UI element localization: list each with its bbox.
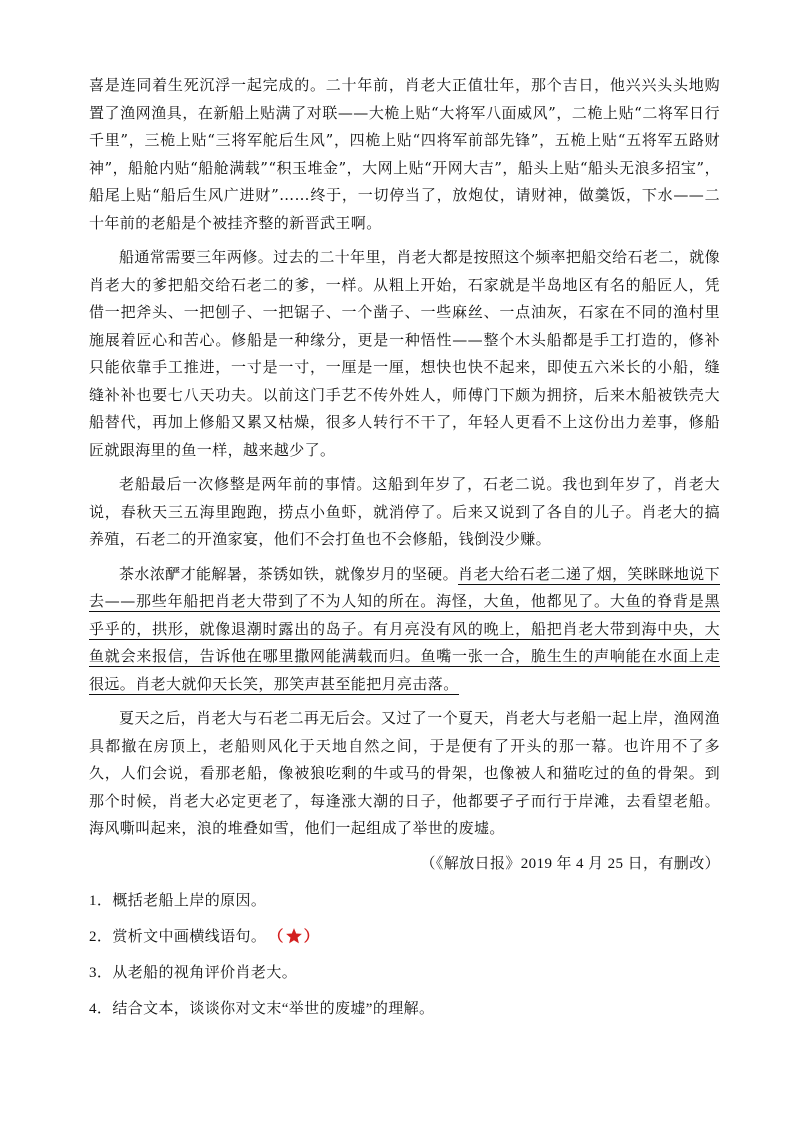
- question-text: 概括老船上岸的原因。: [112, 893, 267, 909]
- question-list: [89, 888, 720, 1020]
- article-paragraph-4: [89, 561, 720, 699]
- question-text: 从老船的视角评价肖老大。: [112, 965, 298, 981]
- question-number: 3．: [89, 965, 113, 981]
- question-number: 4．: [89, 1001, 113, 1017]
- document-page: [89, 72, 720, 1032]
- question-item: [89, 924, 720, 948]
- question-item: [89, 888, 720, 912]
- source-citation: （《解放日报》2019 年 4 月 25 日，有删改）: [420, 855, 720, 872]
- difficulty-marker: [268, 925, 319, 946]
- question-text: 赏析文中画横线语句。: [112, 929, 267, 945]
- paragraph-4-plain-text: 茶水浓酽才能解暑，茶锈如铁，就像岁月的坚硬。: [119, 564, 459, 583]
- question-number: 1．: [89, 893, 113, 909]
- star-icon: [285, 927, 303, 945]
- close-paren: ）: [303, 929, 320, 945]
- article-paragraph-2: 船通常需要三年两修。过去的二十年里，肖老大都是按照这个频率把船交给石老二，就像肖老大的爹把船交给石老二的爹，一样。从粗上开始，石家就是半岛地区有名的船匠人，凭借一把斧头、一把刨子、一把锯子、一个凿子、一些麻丝、一点油灰，石家在不同的渔村里施展着匠心和苦心。修船是一种缘分，更是一种悟性——整个木头船都是手工打造的，修补只能依靠手工推进，一寸是一寸，一厘是一厘，想快也快不起来，即使五六米长的小船，缝缝补补也要七八天功夫。以前这门手艺不传外姓人，师傅门下颇为拥挤，后来木船被铁壳大船替代，再加上修船又累又枯燥，很多人转行不干了，年轻人更看不上这份出力差事，修船匠就跟海里的鱼一样，越来越少了。: [89, 248, 720, 459]
- question-item: [89, 996, 720, 1020]
- question-text: 结合文本，谈谈你对文末“举世的废墟”的理解。: [112, 1001, 435, 1017]
- question-item: [89, 960, 720, 984]
- open-paren: （: [268, 929, 284, 945]
- article-paragraph-3: 老船最后一次修整是两年前的事情。这船到年岁了，石老二说。我也到年岁了，肖老大说，春秋天三五海里跑跑，捞点小鱼虾，就消停了。后来又说到了各自的儿子。肖老大的搞养殖，石老二的开渔家宴，他们不会打鱼也不会修船，钱倒没少赚。: [89, 475, 720, 548]
- underlined-sentence: 肖老大给石老二递了烟，笑眯眯地说下去——那些年船把肖老大带到了不为人知的所在。海怪，大鱼，他都见了。大鱼的脊背是黑乎乎的，拱形，就像退潮时露出的岛子。有月亮没有风的晚上，船把肖老大带到海中央，大鱼就会来报信，告诉他在哪里撒网能满载而归。鱼嘴一张一合，脆生生的声响能在水面上走很远。肖老大就仰天长笑，那笑声甚至能把月亮击落。: [89, 564, 720, 693]
- article-paragraph-1: 喜是连同着生死沉浮一起完成的。二十年前，肖老大正值壮年，那个吉日，他兴兴头头地购置了渔网渔具，在新船上贴满了对联——大桅上贴“大将军八面威风”，二桅上贴“二将军日行千里”，三桅上贴“三将军舵后生风”，四桅上贴“四将军前部先锋”，五桅上贴“五将军五路财神”，船舱内贴“船舱满载”“积玉堆金”，大网上贴“开网大吉”，船头上贴“船头无浪多招宝”，船尾上贴“船后生风广进财”……终于，一切停当了，放炮仗，请财神，做羹饭，下水——二十年前的老船是个被挂齐整的新晋武王啊。: [89, 76, 720, 232]
- article-paragraph-5: 夏天之后，肖老大与石老二再无后会。又过了一个夏天，肖老大与老船一起上岸，渔网渔具都撤在房顶上，老船则风化于天地自然之间，于是便有了开头的那一幕。也许用不了多久，人们会说，看那老船，像被狼吃剩的牛或马的骨架，也像被人和猫吃过的鱼的骨架。到那个时候，肖老大必定更老了，每逢涨大潮的日子，他都要孑孑而行于岸滩，去看望老船。海风嘶叫起来，浪的堆叠如雪，他们一起组成了举世的废墟。: [89, 709, 720, 837]
- question-number: 2．: [89, 929, 113, 945]
